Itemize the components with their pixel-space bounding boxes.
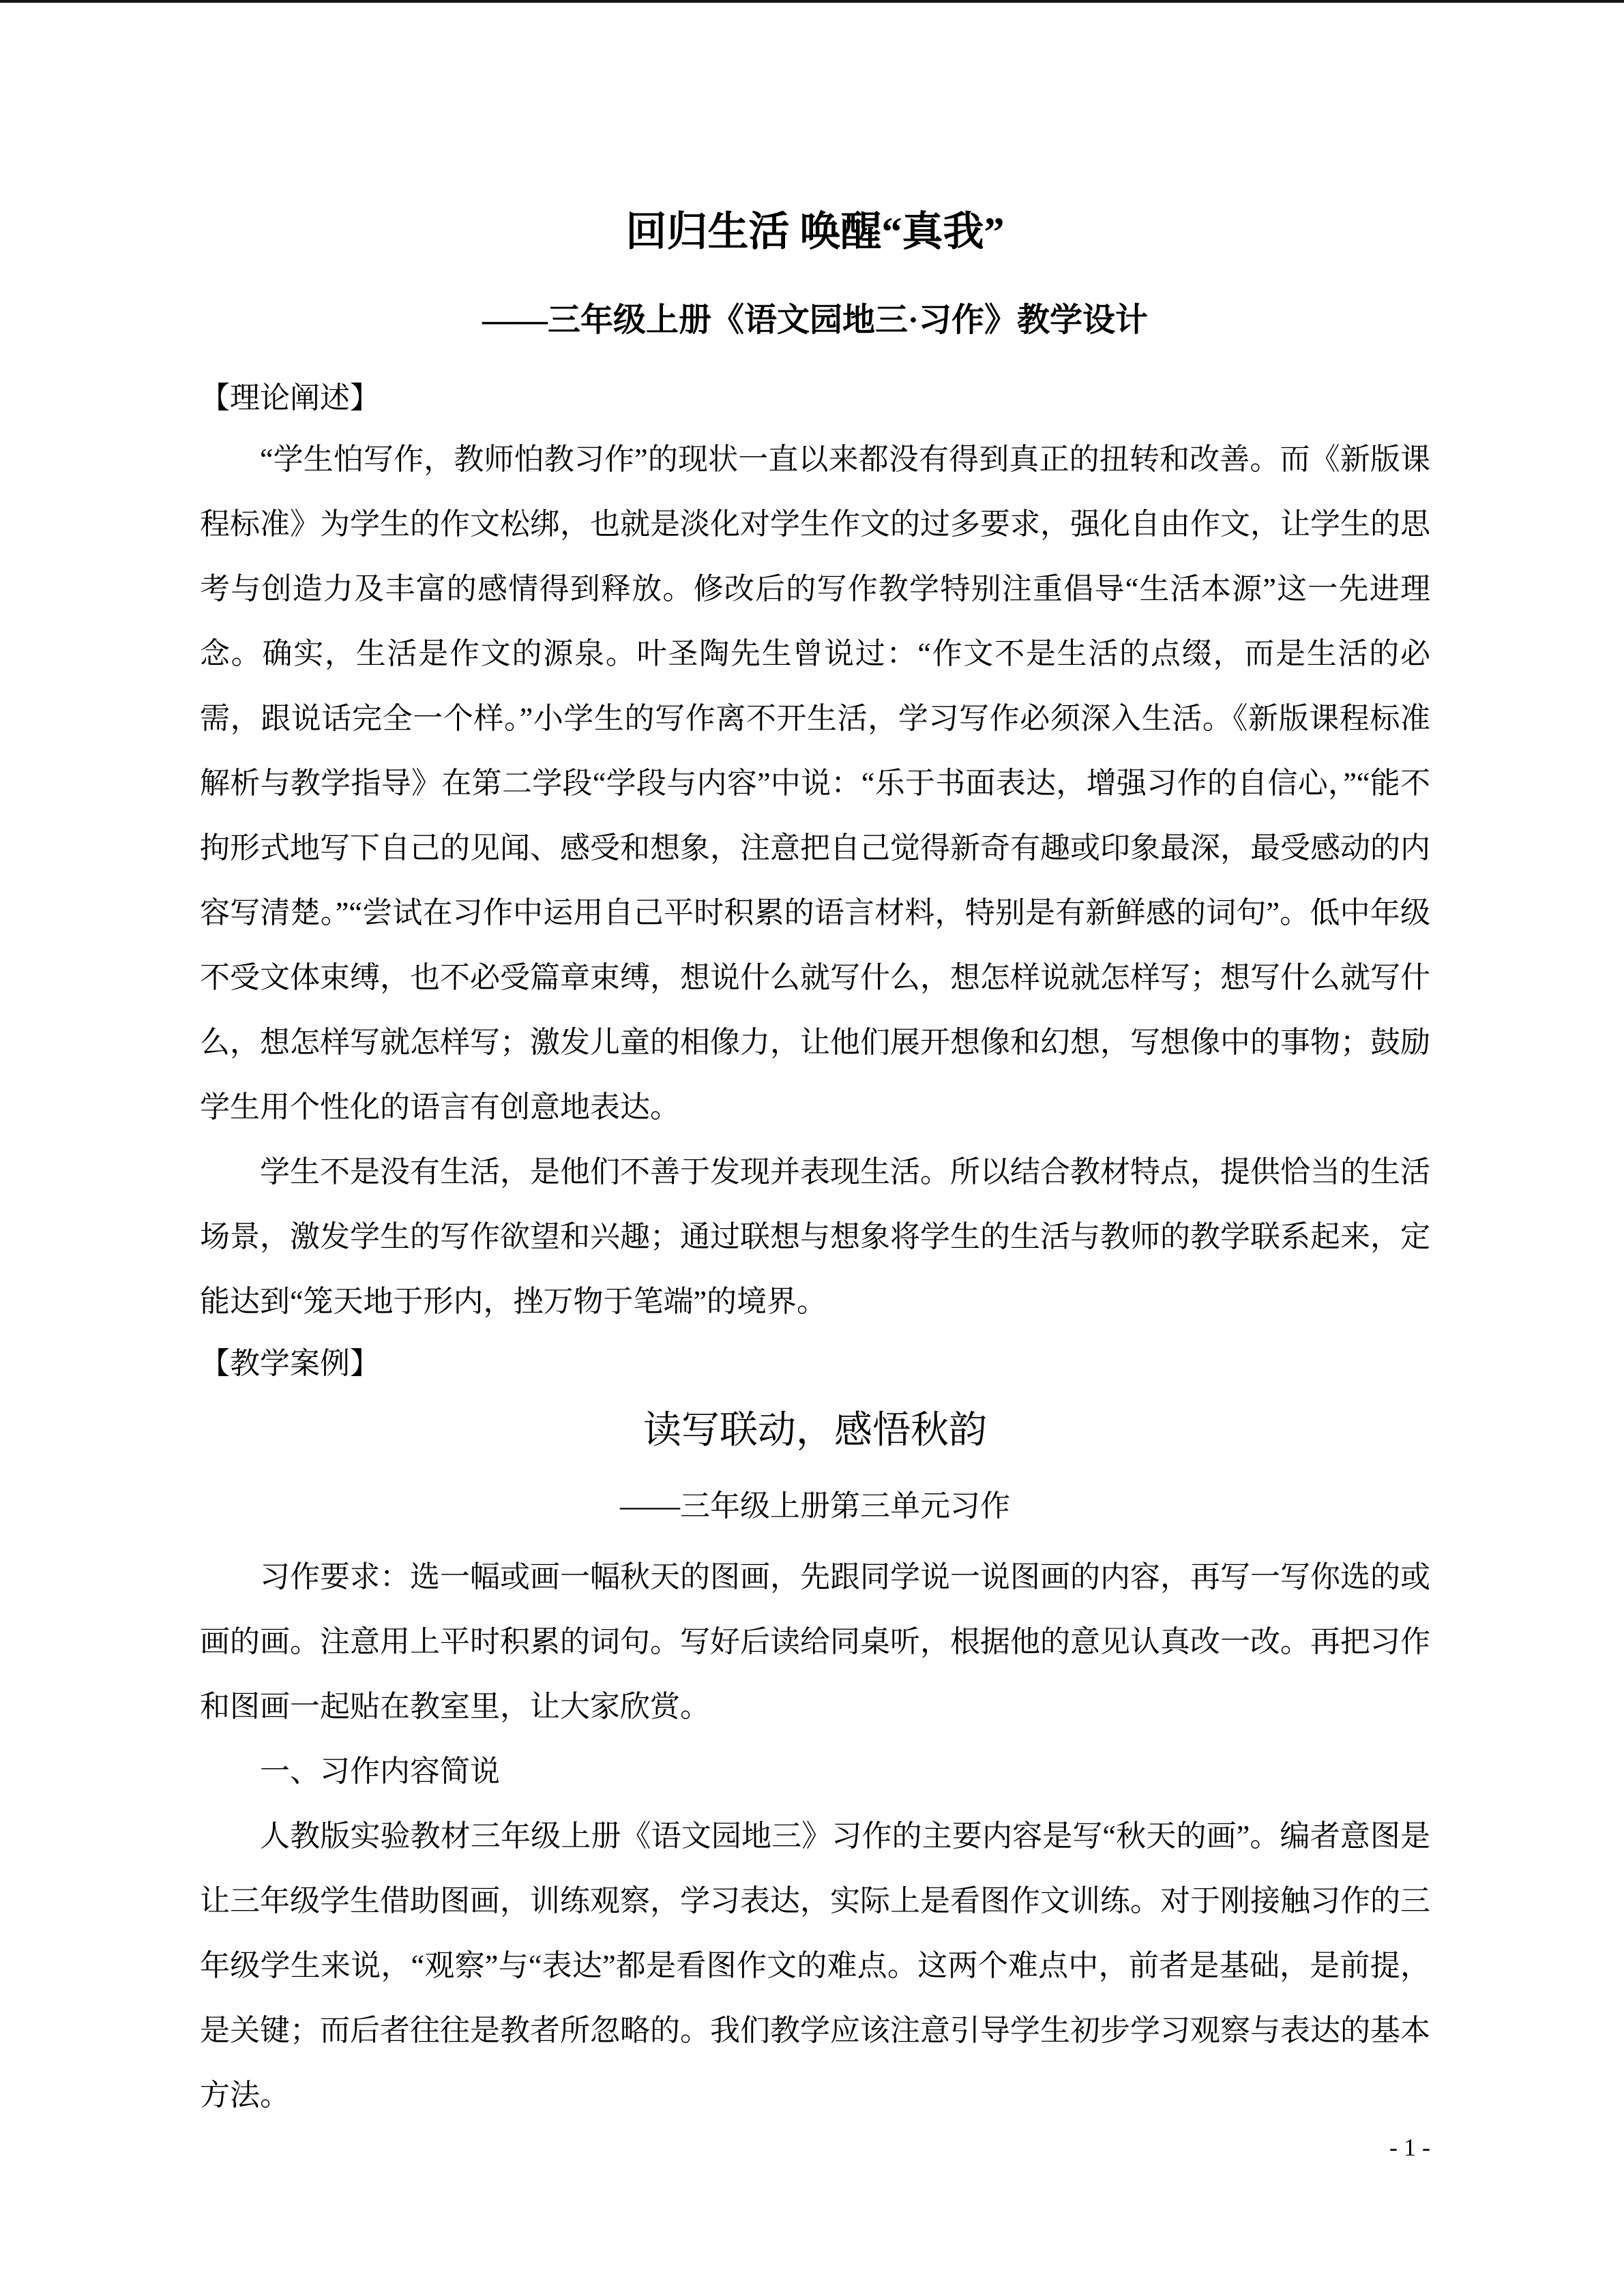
paragraph-theory-1: “学生怕写作，教师怕教习作”的现状一直以来都没有得到真正的扭转和改善。而《新版课程标准》为学生的作文松绑，也就是淡化对学生作文的过多要求，强化自由作文，让学生的思考与创造力及丰富的感情得到释放。修改后的写作教学特别注重倡导“生活本源”这一先进理念。确实，生活是作文的源泉。叶圣陶先生曾说过：“作文不是生活的点缀，而是生活的必需，跟说话完全一个样。”小学生的写作离不开生活，学习写作必须深入生活。《新版课程标准解析与教学指导》在第二学段“学段与内容”中说：“乐于书面表达，增强习作的自信心，”“能不拘形式地写下自己的见闻、感受和想象，注意把自己觉得新奇有趣或印象最深，最受感动的内容写清楚。”“尝试在习作中运用自己平时积累的语言材料，特别是有新鲜感的词句”。低中年级不受文体束缚，也不必受篇章束缚，想说什么就写什么，想怎样说就怎样写；想写什么就写什么，想怎样写就怎样写；激发儿童的相像力，让他们展开想像和幻想，写想像中的事物；鼓励学生用个性化的语言有创意地表达。 bbox=[200, 443, 1430, 1124]
paragraph-content-summary: 人教版实验教材三年级上册《语文园地三》习作的主要内容是写“秋天的画”。编者意图是让三年级学生借助图画，训练观察，学习表达，实际上是看图作文训练。对于刚接触习作的三年级学生来说，“观察”与“表达”都是看图作文的难点。这两个难点中，前者是基础，是前提，是关键；而后者往往是教者所忽略的。我们教学应该注意引导学生初步学习观察与表达的基本方法。 bbox=[200, 1819, 1430, 2112]
document-title: 回归生活 唤醒“真我” bbox=[625, 209, 1005, 254]
section-header-theory: 【理论阐述】 bbox=[200, 381, 380, 415]
paragraph-assignment-requirements: 习作要求：选一幅或画一幅秋天的图画，先跟同学说一说图画的内容，再写一写你选的或画的画。注意用上平时积累的词句。写好后读给同桌听，根据他的意见认真改一改。再把习作和图画一起贴在教室里，让大家欣赏。 bbox=[200, 1560, 1430, 1723]
document-content bbox=[200, 0, 1430, 2162]
heading-content-summary: 一、习作内容简说 bbox=[260, 1755, 500, 1788]
page-number: - 1 - bbox=[1389, 2134, 1430, 2161]
case-subtitle: ——三年级上册第三单元习作 bbox=[620, 1489, 1010, 1523]
case-title: 读写联动，感悟秋韵 bbox=[643, 1410, 987, 1452]
paragraph-theory-2: 学生不是没有生活，是他们不善于发现并表现生活。所以结合教材特点，提供恰当的生活场景，激发学生的写作欲望和兴趣；通过联想与想象将学生的生活与教师的教学联系起来，定能达到“笼天地于形内，挫万物于笔端”的境界。 bbox=[200, 1155, 1430, 1318]
section-header-case: 【教学案例】 bbox=[200, 1347, 380, 1380]
document-subtitle: ——三年级上册《语文园地三·习作》教学设计 bbox=[482, 302, 1148, 338]
